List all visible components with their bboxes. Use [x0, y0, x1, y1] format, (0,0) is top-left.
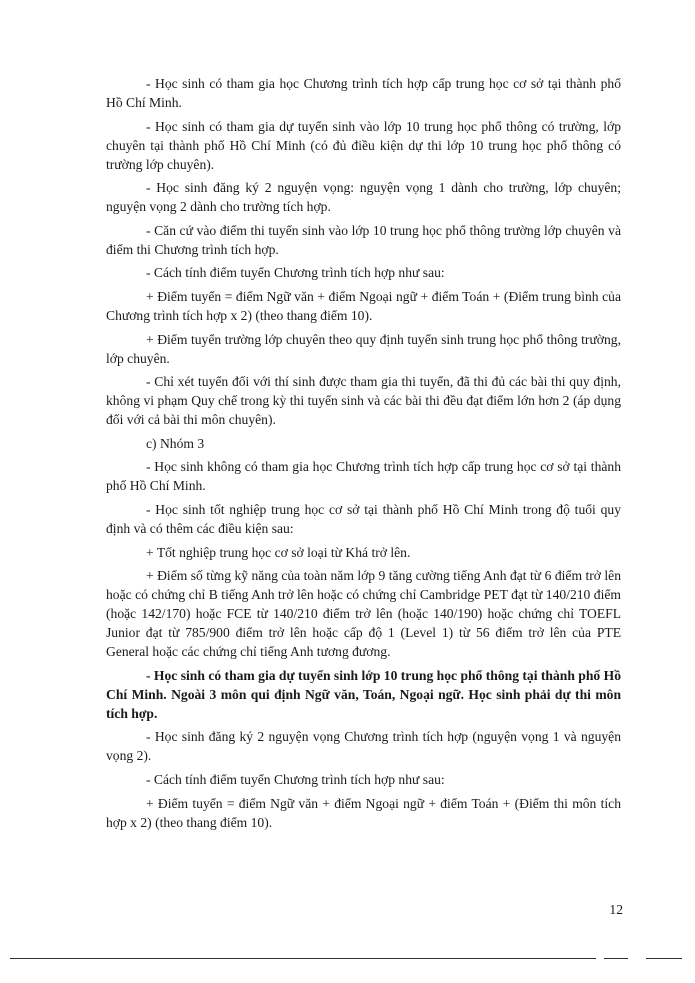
paragraph-5: - Cách tính điểm tuyển Chương trình tích hợp như sau: [146, 265, 445, 281]
paragraph-10: - Học sinh không có tham gia học Chương trình tích hợp cấp trung học cơ sở tại thành phố Hồ Chí Minh. [106, 459, 621, 494]
paragraph-12: + Tốt nghiệp trung học cơ sở loại từ Khá trở lên. [146, 544, 411, 560]
paragraph-15: - Học sinh đăng ký 2 nguyện vọng Chương trình tích hợp (nguyện vọng 1 và nguyện vọng 2). [106, 729, 621, 764]
body-text [106, 74, 621, 836]
paragraph-6: + Điểm tuyển = điểm Ngữ văn + điểm Ngoại ngữ + điểm Toán + (Điểm trung bình của Chương trình tích hợp x 2) (theo thang điểm 10). [106, 288, 621, 323]
footer-rule-short [604, 958, 628, 959]
paragraph-16: - Cách tính điểm tuyển Chương trình tích hợp như sau: [146, 771, 445, 787]
paragraph-14-bold: - Học sinh có tham gia dự tuyển sinh lớp 10 trung học phổ thông tại thành phố Hồ Chí Minh. Ngoài 3 môn qui định Ngữ văn, Toán, Ngoại ngữ. Học sinh phải dự thi môn tích hợp. [106, 667, 621, 721]
paragraph-1: - Học sinh có tham gia học Chương trình tích hợp cấp trung học cơ sở tại thành phố Hồ Chí Minh. [106, 76, 621, 110]
page-number: 12 [609, 902, 623, 917]
footer-rule-end [646, 958, 682, 959]
paragraph-17: + Điểm tuyển = điểm Ngữ văn + điểm Ngoại ngữ + điểm Toán + (Điểm thi môn tích hợp x 2) (theo thang điểm 10). [106, 795, 621, 830]
paragraph-3: - Học sinh đăng ký 2 nguyện vọng: nguyện vọng 1 dành cho trường, lớp chuyên; nguyện vọng 2 dành cho trường tích hợp. [106, 180, 621, 215]
footer-rule [10, 958, 596, 959]
section-heading-group-3: c) Nhóm 3 [146, 435, 205, 451]
paragraph-8: - Chỉ xét tuyển đối với thí sinh được tham gia thi tuyển, đã thi đủ các bài thi quy định, không vi phạm Quy chế trong kỳ thi tuyển sinh và các bài thi đều đạt điểm lớn hơn 2 (áp dụng đối với cả bài thi môn chuyên). [106, 374, 621, 428]
paragraph-4: - Căn cứ vào điểm thi tuyển sinh vào lớp 10 trung học phổ thông trường lớp chuyên và điểm thi Chương trình tích hợp. [106, 222, 621, 257]
paragraph-13: + Điểm số từng kỹ năng của toàn năm lớp 9 tăng cường tiếng Anh đạt từ 6 điểm trở lên hoặc có chứng chỉ B tiếng Anh trở lên hoặc có chứng chỉ Cambridge PET đạt từ 140/210 điểm (hoặc 142/170) hoặc FCE từ 140/210 điểm trở lên (hoặc 140/190) hoặc chứng chỉ TOEFL Junior đạt từ 785/900 điểm trở lên hoặc cấp độ 1 (Level 1) từ 56 điểm trở lên của PTE General hoặc các chứng chỉ tiếng Anh tương đương. [106, 568, 621, 660]
paragraph-11: - Học sinh tốt nghiệp trung học cơ sở tại thành phố Hồ Chí Minh trong độ tuổi quy định và có thêm các điều kiện sau: [106, 501, 621, 536]
paragraph-7: + Điểm tuyển trường lớp chuyên theo quy định tuyển sinh trung học phổ thông trường, lớp chuyên. [106, 331, 621, 366]
paragraph-2: - Học sinh có tham gia dự tuyển sinh vào lớp 10 trung học phổ thông có trường, lớp chuyên tại thành phố Hồ Chí Minh (có đủ điều kiện dự thi lớp 10 trung học phổ thông có trường lớp chuyên). [106, 118, 621, 172]
